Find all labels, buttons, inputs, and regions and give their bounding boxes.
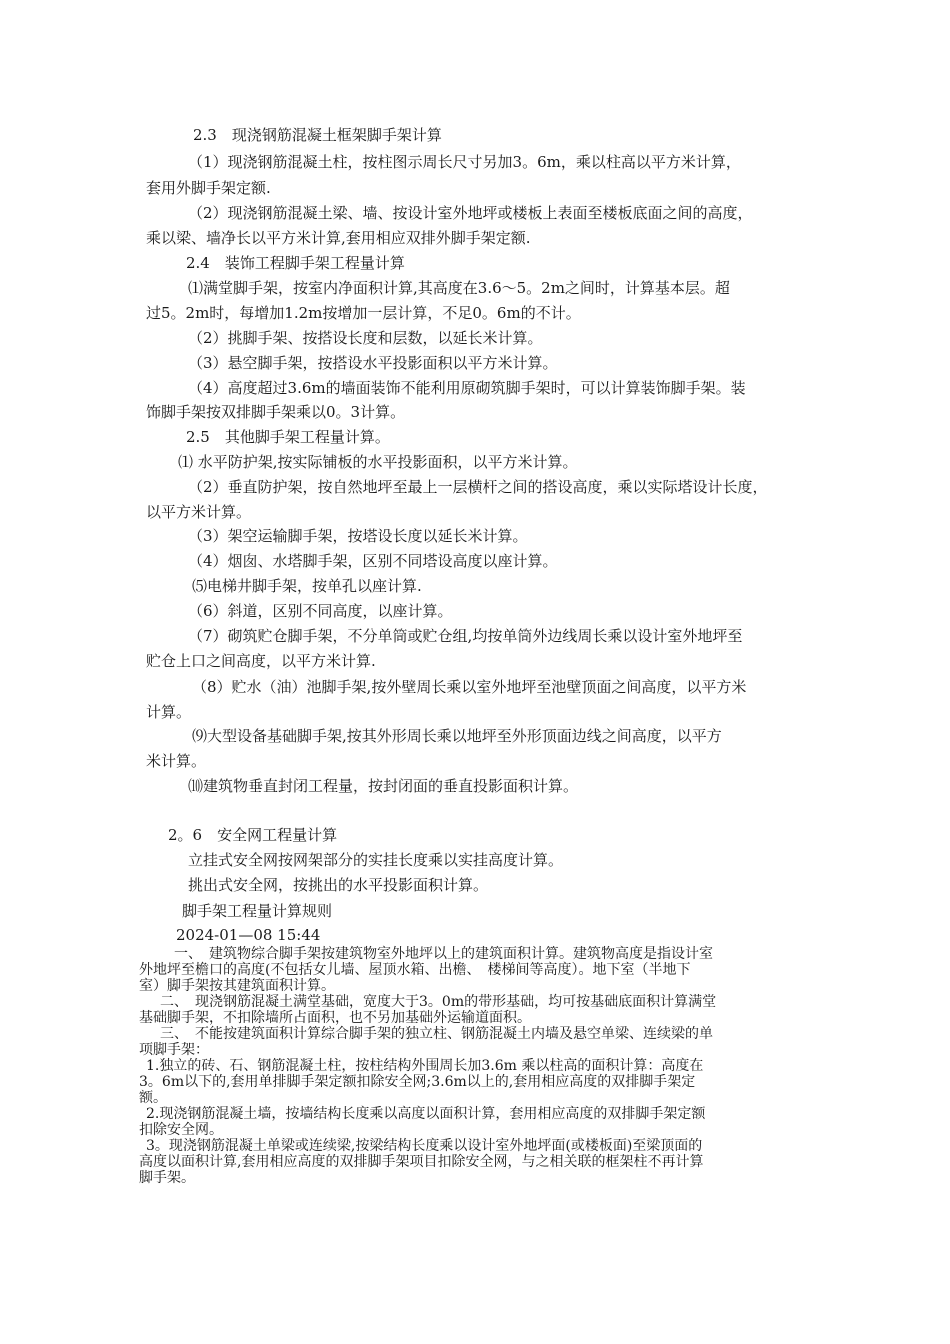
- paragraph: ⑸电梯井脚手架，按单孔以座计算.: [192, 577, 422, 595]
- paragraph: 乘以梁、墙净长以平方米计算,套用相应双排外脚手架定额.: [146, 229, 531, 247]
- rule-item: 3。现浇钢筋混凝土单梁或连续梁,按梁结构长度乘以设计室外地坪面(或楼板面)至梁顶面的: [146, 1138, 703, 1154]
- rule-item: 额。: [139, 1090, 167, 1106]
- section-2-3-heading: 2.3 现浇钢筋混凝土框架脚手架计算: [193, 126, 442, 144]
- paragraph: （2）挑脚手架、按搭设长度和层数，以延长米计算。: [188, 329, 543, 347]
- rule-item: 基础脚手架，不扣除墙所占面积，也不另加基础外运输道面积。: [139, 1010, 531, 1026]
- section-2-6-heading: 2。6 安全网工程量计算: [168, 826, 338, 844]
- rule-item: 脚手架。: [139, 1170, 195, 1186]
- rule-item: 项脚手架：: [139, 1042, 209, 1058]
- paragraph: 过5。2m时，每增加1.2m按增加一层计算，不足0。6m的不计。: [146, 304, 581, 322]
- paragraph: 计算。: [146, 703, 192, 721]
- paragraph: （6）斜道，区别不同高度，以座计算。: [188, 602, 453, 620]
- paragraph: （8）贮水（油）池脚手架,按外壁周长乘以室外地坪至池壁顶面之间高度，以平方米: [192, 678, 747, 696]
- paragraph: ⑼大型设备基础脚手架,按其外形周长乘以地坪至外形顶面边线之间高度，以平方: [192, 727, 722, 745]
- section-2-4-heading: 2.4 装饰工程脚手架工程量计算: [186, 254, 405, 272]
- rule-item: 外地坪至檐口的高度(不包括女儿墙、屋顶水箱、出檐、 楼梯间等高度）。地下室（半地下: [139, 962, 691, 978]
- paragraph: （3）悬空脚手架，按搭设水平投影面积以平方米计算。: [188, 354, 558, 372]
- section-2-5-heading: 2.5 其他脚手架工程量计算。: [186, 428, 390, 446]
- paragraph: 米计算。: [146, 752, 207, 770]
- rule-item: 扣除安全网。: [139, 1122, 223, 1138]
- rule-item: 高度以面积计算,套用相应高度的双排脚手架项目扣除安全网，与之相关联的框架柱不再计算: [139, 1154, 704, 1170]
- rule-item: 3。6m以下的,套用单排脚手架定额扣除安全网;3.6m以上的,套用相应高度的双排脚手架定: [139, 1074, 696, 1090]
- rules-date: 2024-01—08 15:44: [176, 926, 321, 944]
- rule-item: 1.独立的砖、石、钢筋混凝土柱，按柱结构外围周长加3.6m 乘以柱高的面积计算：高度在: [146, 1058, 704, 1074]
- paragraph: ⑴满堂脚手架，按室内净面积计算,其高度在3.6～5。2m之间时，计算基本层。超: [188, 279, 730, 297]
- paragraph: （7）砌筑贮仓脚手架，不分单筒或贮仓组,均按单筒外边线周长乘以设计室外地坪至: [188, 627, 743, 645]
- paragraph: 套用外脚手架定额.: [146, 179, 271, 197]
- rule-item: 二、 现浇钢筋混凝土满堂基础，宽度大于3。0m的带形基础，均可按基础底面积计算满堂: [160, 994, 717, 1010]
- paragraph: 立挂式安全网按网架部分的实挂长度乘以实挂高度计算。: [188, 851, 564, 869]
- paragraph: （2）垂直防护架，按自然地坪至最上一层横杆之间的搭设高度，乘以实际塔设计长度，: [188, 478, 768, 496]
- rule-item: 2.现浇钢筋混凝土墙，按墙结构长度乘以高度以面积计算，套用相应高度的双排脚手架定额: [146, 1106, 706, 1122]
- paragraph: （3）架空运输脚手架，按塔设长度以延长米计算。: [188, 527, 528, 545]
- rule-item: 室）脚手架按其建筑面积计算。: [139, 978, 335, 994]
- rule-item: 三、 不能按建筑面积计算综合脚手架的独立柱、钢筋混凝土内墙及悬空单梁、连续梁的单: [160, 1026, 713, 1042]
- rules-title: 脚手架工程量计算规则: [182, 902, 333, 920]
- paragraph: ⑽建筑物垂直封闭工程量，按封闭面的垂直投影面积计算。: [188, 777, 579, 795]
- rule-item: 一、 建筑物综合脚手架按建筑物室外地坪以上的建筑面积计算。建筑物高度是指设计室: [174, 946, 713, 962]
- paragraph: （2）现浇钢筋混凝土梁、墙、按设计室外地坪或楼板上表面至楼板底面之间的高度，: [188, 204, 753, 222]
- paragraph: ⑴ 水平防护架,按实际铺板的水平投影面积，以平方米计算。: [178, 453, 578, 471]
- paragraph: 饰脚手架按双排脚手架乘以0。3计算。: [146, 403, 406, 421]
- paragraph: 贮仓上口之间高度，以平方米计算.: [146, 652, 376, 670]
- paragraph: 挑出式安全网，按挑出的水平投影面积计算。: [188, 876, 489, 894]
- paragraph: （4）高度超过3.6m的墙面装饰不能利用原砌筑脚手架时，可以计算装饰脚手架。装: [188, 379, 746, 397]
- paragraph: （1）现浇钢筋混凝土柱，按柱图示周长尺寸另加3。6m，乘以柱高以平方米计算，: [188, 153, 741, 171]
- paragraph: （4）烟囱、水塔脚手架，区别不同塔设高度以座计算。: [188, 552, 558, 570]
- paragraph: 以平方米计算。: [146, 503, 252, 521]
